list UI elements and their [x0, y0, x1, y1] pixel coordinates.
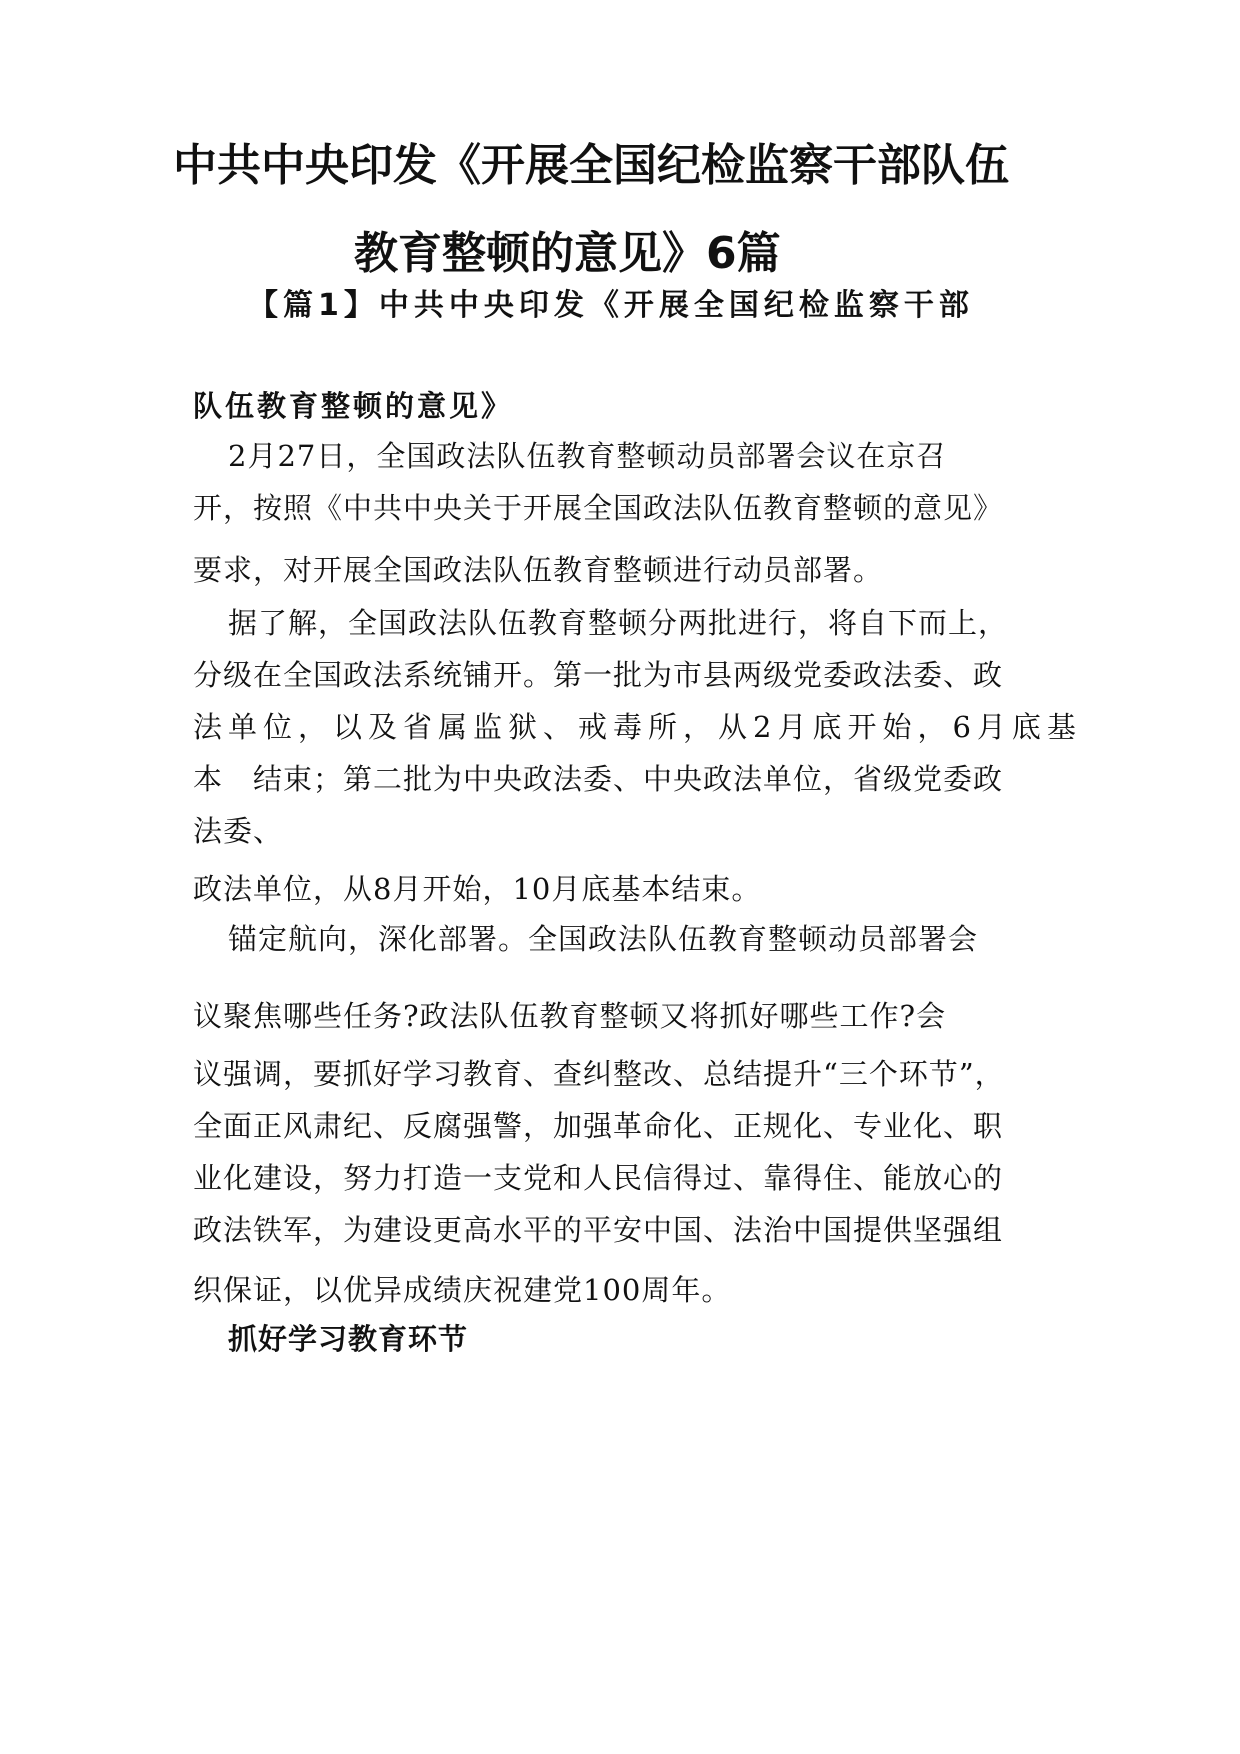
paragraph-line: 要求，对开展全国政法队伍教育整顿进行动员部署。 [193, 553, 884, 587]
paragraph-line: 法单位，以及省属监狱、戒毒所，从2月底开始，6月底基 [193, 710, 1082, 744]
paragraph-line: 织保证，以优异成绩庆祝建党100周年。 [193, 1273, 732, 1307]
paragraph-line: 开，按照《中共中央关于开展全国政法队伍教育整顿的意见》 [193, 491, 1004, 525]
section-heading-line-1: 【篇1】中共中央印发《开展全国纪检监察干部 [248, 288, 974, 323]
paragraph-line: 锚定航向，深化部署。全国政法队伍教育整顿动员部署会 [228, 922, 979, 956]
paragraph-line: 议聚焦哪些任务?政法队伍教育整顿又将抓好哪些工作?会 [193, 999, 947, 1033]
section-heading-line-2: 队伍教育整顿的意见》 [193, 389, 514, 423]
document-title-line-1: 中共中央印发《开展全国纪检监察干部队伍 [173, 140, 1009, 191]
paragraph-line: 全面正风肃纪、反腐强警，加强革命化、正规化、专业化、职 [193, 1109, 1004, 1143]
paragraph-line: 法委、 [193, 814, 284, 848]
document-title-line-2: 教育整顿的意见》6篇 [354, 228, 781, 279]
paragraph-line: 本 结束；第二批为中央政法委、中央政法单位，省级党委政 [193, 762, 1004, 796]
paragraph-line: 据了解，全国政法队伍教育整顿分两批进行，将自下而上， [228, 606, 1009, 640]
paragraph-line: 政法单位，从8月开始，10月底基本结束。 [193, 872, 762, 906]
paragraph-line: 议强调，要抓好学习教育、查纠整改、总结提升“三个环节”， [193, 1057, 1005, 1091]
subheading: 抓好学习教育环节 [228, 1322, 469, 1356]
paragraph-line: 分级在全国政法系统铺开。第一批为市县两级党委政法委、政 [193, 658, 1004, 692]
paragraph-line: 业化建设，努力打造一支党和人民信得过、靠得住、能放心的 [193, 1161, 1004, 1195]
paragraph-line: 政法铁军，为建设更高水平的平安中国、法治中国提供坚强组 [193, 1213, 1004, 1247]
paragraph-line: 2月27日，全国政法队伍教育整顿动员部署会议在京召 [228, 439, 947, 473]
